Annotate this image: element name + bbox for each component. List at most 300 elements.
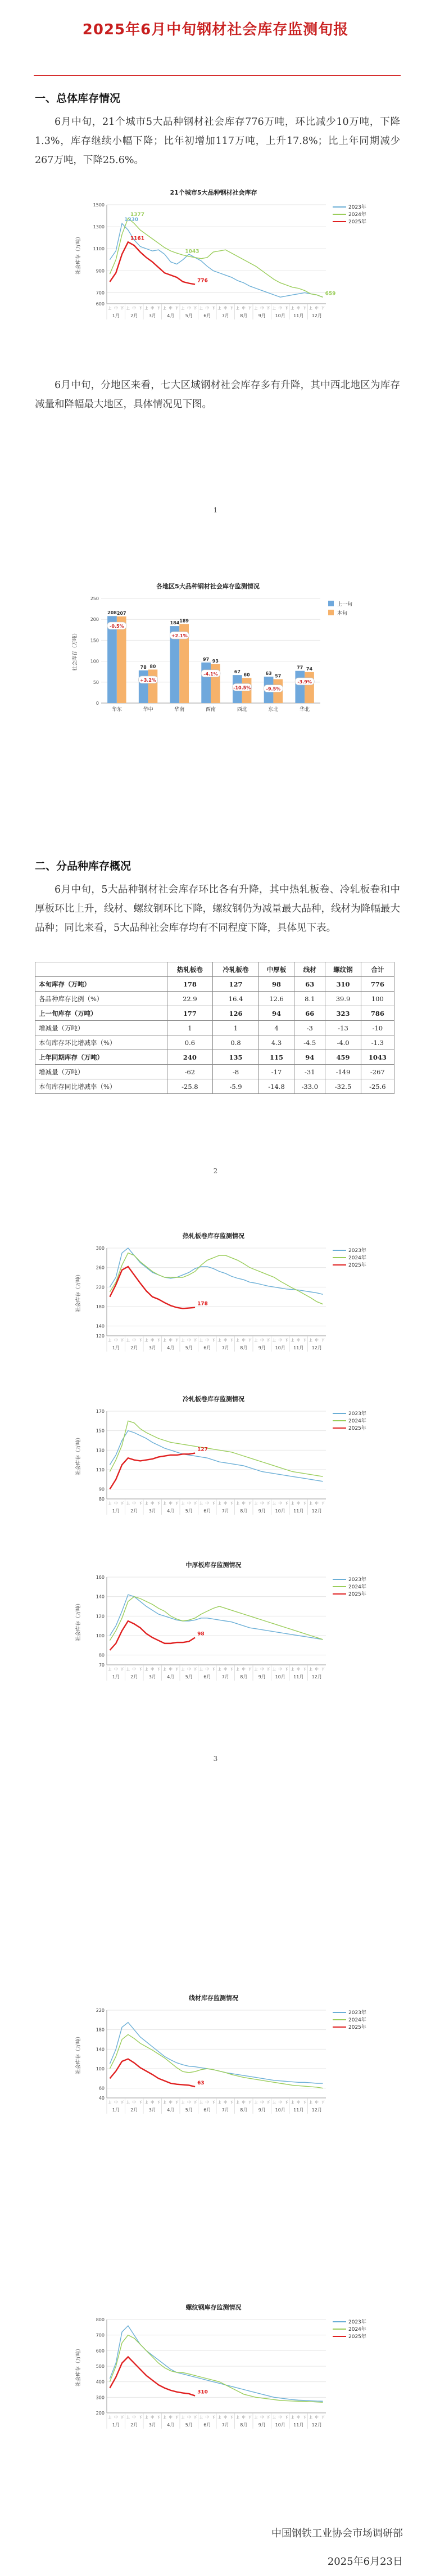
- section1-para2: 6月中旬，分地区来看，七大区域钢材社会库存多有升降，其中西北地区为库存减量和降幅最大地区，具体情况见下图。: [35, 380, 400, 410]
- series-line-2025年: [110, 2059, 195, 2087]
- x-sub-tick: 中: [278, 2416, 282, 2420]
- data-label: 1330: [124, 217, 139, 223]
- legend-label: 2023年: [348, 1411, 366, 1417]
- x-sub-tick: 下: [138, 307, 142, 310]
- x-sub-tick: 上: [126, 2416, 130, 2420]
- x-sub-tick: 下: [248, 1668, 252, 1672]
- page-title: 2025年6月中旬钢材社会库存监测旬报: [82, 21, 349, 38]
- table-cell: 1: [167, 1021, 213, 1035]
- x-tick-label: 10月: [275, 1345, 285, 1350]
- series-line-2024年: [110, 2034, 323, 2088]
- bar-prev: [295, 671, 305, 703]
- x-sub-tick: 上: [126, 1668, 130, 1672]
- x-sub-tick: 下: [321, 2416, 325, 2420]
- legend-label: 2025年: [348, 1592, 366, 1597]
- x-sub-tick: 下: [321, 1668, 325, 1672]
- x-sub-tick: 上: [181, 307, 185, 310]
- y-tick-label: 1300: [93, 224, 105, 230]
- x-sub-tick: 上: [291, 1339, 294, 1343]
- x-sub-tick: 上: [199, 1339, 203, 1343]
- x-sub-tick: 中: [242, 1668, 246, 1672]
- x-sub-tick: 中: [260, 2101, 264, 2105]
- x-sub-tick: 中: [132, 307, 136, 310]
- x-sub-tick: 下: [284, 2101, 288, 2105]
- x-sub-tick: 下: [138, 1668, 142, 1672]
- x-sub-tick: 下: [303, 307, 307, 310]
- x-tick-label: 12月: [311, 1508, 322, 1514]
- chart-title: 中厚板库存监测情况: [185, 1561, 242, 1569]
- bar-value-label: 184: [170, 620, 180, 626]
- y-tick-label: 120: [96, 1614, 105, 1619]
- row-label: 各品种库存比例（%）: [35, 992, 167, 1006]
- x-sub-tick: 上: [126, 2101, 130, 2105]
- x-sub-tick: 中: [151, 1502, 155, 1506]
- x-tick-label: 5月: [185, 313, 193, 318]
- data-label: 776: [197, 278, 208, 284]
- y-tick-label: 300: [96, 2395, 105, 2401]
- data-label: 127: [197, 1447, 208, 1453]
- x-sub-tick: 上: [235, 307, 239, 310]
- x-sub-tick: 下: [248, 1502, 252, 1506]
- x-tick-label: 5月: [185, 1345, 193, 1350]
- y-tick-label: 0: [96, 701, 99, 706]
- x-sub-tick: 上: [308, 1339, 312, 1343]
- x-tick-label: 4月: [167, 1508, 175, 1514]
- y-tick-label: 140: [96, 2047, 105, 2052]
- table-cell: 16.4: [213, 992, 259, 1006]
- x-sub-tick: 中: [297, 1339, 301, 1343]
- x-sub-tick: 下: [321, 2101, 325, 2105]
- x-sub-tick: 下: [120, 1502, 124, 1506]
- legend-label: 2023年: [348, 2010, 366, 2016]
- legend-label: 2024年: [348, 1255, 366, 1261]
- x-sub-tick: 上: [272, 1502, 276, 1506]
- x-sub-tick: 下: [211, 2416, 215, 2420]
- x-sub-tick: 上: [162, 307, 166, 310]
- table-cell: -10: [361, 1021, 394, 1035]
- x-sub-tick: 中: [205, 307, 209, 310]
- row-label: 本旬库存环比增减率（%）: [35, 1035, 167, 1050]
- legend-label: 2025年: [348, 2334, 366, 2340]
- x-tick-label: 华东: [111, 707, 122, 713]
- x-sub-tick: 下: [230, 2416, 234, 2420]
- x-sub-tick: 下: [175, 2416, 179, 2420]
- legend-label: 2023年: [348, 1577, 366, 1583]
- bar-value-label: 63: [265, 671, 272, 677]
- series-line-2023年: [110, 1431, 323, 1481]
- series-line-2025年: [110, 2357, 195, 2395]
- x-sub-tick: 中: [297, 1668, 301, 1672]
- regional-inventory-chart: [67, 579, 371, 720]
- x-sub-tick: 上: [272, 1339, 276, 1343]
- x-tick-label: 华南: [174, 707, 185, 713]
- x-sub-tick: 中: [205, 1668, 209, 1672]
- x-sub-tick: 中: [169, 307, 173, 310]
- x-tick-label: 5月: [185, 1508, 193, 1514]
- x-tick-label: 7月: [221, 2107, 229, 2113]
- x-sub-tick: 上: [162, 1668, 166, 1672]
- x-sub-tick: 上: [272, 1668, 276, 1672]
- y-tick-label: 120: [96, 1334, 105, 1339]
- series-line-2023年: [110, 223, 323, 297]
- x-sub-tick: 中: [205, 2416, 209, 2420]
- table-cell: 240: [167, 1050, 213, 1065]
- x-tick-label: 12月: [311, 2107, 322, 2113]
- x-sub-tick: 下: [284, 2416, 288, 2420]
- bar-value-label: 97: [203, 656, 210, 662]
- x-sub-tick: 中: [315, 2101, 319, 2105]
- table-cell: 0.6: [167, 1035, 213, 1050]
- x-sub-tick: 上: [108, 2101, 112, 2105]
- x-tick-label: 10月: [275, 313, 285, 318]
- x-sub-tick: 中: [187, 2416, 191, 2420]
- x-tick-label: 8月: [240, 2107, 248, 2113]
- x-tick-label: 12月: [311, 1674, 322, 1679]
- x-sub-tick: 下: [193, 307, 197, 310]
- x-sub-tick: 下: [157, 307, 161, 310]
- table-cell: -25.6: [361, 1079, 394, 1094]
- x-sub-tick: 下: [157, 1502, 161, 1506]
- table-cell: -13: [325, 1021, 361, 1035]
- x-tick-label: 7月: [221, 1674, 229, 1679]
- x-sub-tick: 中: [224, 307, 228, 310]
- x-tick-label: 9月: [258, 1345, 266, 1350]
- y-tick-label: 100: [96, 2066, 105, 2071]
- row-label: 上一旬库存（万吨）: [35, 1006, 167, 1021]
- x-tick-label: 西北: [237, 707, 247, 713]
- x-tick-label: 6月: [203, 313, 211, 318]
- x-sub-tick: 中: [114, 1502, 118, 1506]
- x-tick-label: 9月: [258, 313, 266, 318]
- x-sub-tick: 下: [230, 1339, 234, 1343]
- x-sub-tick: 上: [235, 2416, 239, 2420]
- table-cell: 310: [325, 977, 361, 992]
- bar-cur: [148, 669, 158, 703]
- y-tick-label: 140: [96, 1594, 105, 1600]
- x-sub-tick: 下: [157, 2101, 161, 2105]
- table-cell: 127: [213, 977, 259, 992]
- page-number-2: 2: [213, 1167, 218, 1175]
- x-tick-label: 10月: [275, 1674, 285, 1679]
- bar-cur: [305, 672, 314, 703]
- x-sub-tick: 下: [193, 2416, 197, 2420]
- y-tick-label: 160: [96, 1575, 105, 1580]
- x-sub-tick: 中: [297, 1502, 301, 1506]
- x-sub-tick: 下: [303, 1668, 307, 1672]
- series-line-2025年: [110, 242, 195, 284]
- change-label: +3.2%: [140, 677, 157, 683]
- x-sub-tick: 下: [211, 1668, 215, 1672]
- table-cell: -33.0: [294, 1079, 325, 1094]
- x-tick-label: 3月: [148, 1508, 156, 1514]
- legend-label: 2024年: [348, 1584, 366, 1590]
- x-sub-tick: 上: [308, 2101, 312, 2105]
- table-cell: 94: [258, 1006, 294, 1021]
- bar-prev: [201, 663, 211, 703]
- x-sub-tick: 下: [157, 1339, 161, 1343]
- x-sub-tick: 下: [120, 1339, 124, 1343]
- table-cell: -17: [258, 1065, 294, 1079]
- x-sub-tick: 上: [144, 1668, 148, 1672]
- x-sub-tick: 上: [291, 1502, 294, 1506]
- data-label: 178: [197, 1301, 208, 1307]
- chart-title: 热轧板卷库存监测情况: [183, 1232, 244, 1240]
- legend-swatch: [328, 610, 334, 615]
- table-cell: -25.8: [167, 1079, 213, 1094]
- x-sub-tick: 中: [169, 1339, 173, 1343]
- x-sub-tick: 下: [248, 1339, 252, 1343]
- series-line-2024年: [110, 1253, 323, 1304]
- legend-label: 2025年: [348, 219, 366, 225]
- series-line-2023年: [110, 1595, 323, 1640]
- x-sub-tick: 上: [308, 1502, 312, 1506]
- x-sub-tick: 下: [284, 307, 288, 310]
- x-sub-tick: 中: [315, 1339, 319, 1343]
- x-sub-tick: 上: [162, 1502, 166, 1506]
- x-sub-tick: 上: [217, 1502, 221, 1506]
- x-sub-tick: 下: [266, 1502, 270, 1506]
- series-line-2024年: [110, 2335, 323, 2403]
- x-sub-tick: 中: [242, 1502, 246, 1506]
- change-label: -0.5%: [110, 623, 124, 629]
- x-tick-label: 4月: [167, 2422, 175, 2428]
- x-sub-tick: 上: [199, 307, 203, 310]
- table-cell: -1.3: [361, 1035, 394, 1050]
- y-tick-label: 100: [90, 659, 99, 664]
- legend-label: 2024年: [348, 212, 366, 218]
- x-sub-tick: 中: [187, 307, 191, 310]
- legend-label: 2024年: [348, 2017, 366, 2023]
- x-sub-tick: 中: [151, 1668, 155, 1672]
- x-tick-label: 7月: [221, 1508, 229, 1514]
- x-sub-tick: 下: [266, 2416, 270, 2420]
- wire-rod-chart: [67, 1991, 382, 2120]
- chart-title: 螺纹钢库存监测情况: [185, 2304, 242, 2311]
- x-sub-tick: 中: [260, 307, 264, 310]
- x-sub-tick: 中: [187, 1668, 191, 1672]
- x-sub-tick: 中: [169, 1502, 173, 1506]
- total-inventory-chart: [67, 186, 382, 326]
- x-tick-label: 5月: [185, 1674, 193, 1679]
- x-sub-tick: 中: [205, 1502, 209, 1506]
- y-tick-label: 110: [96, 1467, 105, 1472]
- x-sub-tick: 下: [248, 2416, 252, 2420]
- table-cell: 98: [258, 977, 294, 992]
- x-tick-label: 11月: [293, 313, 304, 318]
- bar-value-label: 207: [116, 610, 126, 616]
- row-label: 增减量（万吨）: [35, 1021, 167, 1035]
- y-tick-label: 1500: [93, 202, 105, 208]
- table-cell: 66: [294, 1006, 325, 1021]
- y-tick-label: 80: [98, 1652, 105, 1658]
- x-sub-tick: 中: [132, 2416, 136, 2420]
- x-tick-label: 6月: [203, 1345, 211, 1350]
- table-row: [35, 977, 394, 992]
- legend-label: 2024年: [348, 1418, 366, 1424]
- x-sub-tick: 下: [266, 1339, 270, 1343]
- x-tick-label: 3月: [148, 1345, 156, 1350]
- x-sub-tick: 上: [199, 2101, 203, 2105]
- change-label: +2.1%: [171, 633, 188, 639]
- x-sub-tick: 下: [230, 1668, 234, 1672]
- x-tick-label: 2月: [130, 313, 138, 318]
- chart-title: 线材库存监测情况: [189, 1994, 238, 2002]
- x-sub-tick: 中: [260, 2416, 264, 2420]
- x-sub-tick: 中: [242, 2101, 246, 2105]
- change-label: -3.9%: [297, 679, 312, 684]
- x-tick-label: 3月: [148, 2422, 156, 2428]
- x-sub-tick: 上: [254, 2101, 258, 2105]
- x-sub-tick: 上: [126, 1502, 130, 1506]
- x-sub-tick: 中: [315, 1668, 319, 1672]
- x-tick-label: 4月: [167, 1674, 175, 1679]
- x-sub-tick: 中: [297, 2416, 301, 2420]
- x-tick-label: 10月: [275, 1508, 285, 1514]
- legend-label: 2023年: [348, 2320, 366, 2325]
- x-sub-tick: 中: [297, 2101, 301, 2105]
- x-tick-label: 6月: [203, 2422, 211, 2428]
- x-sub-tick: 下: [321, 1502, 325, 1506]
- y-tick-label: 100: [96, 1633, 105, 1638]
- y-tick-label: 70: [98, 1663, 105, 1668]
- x-sub-tick: 下: [321, 1339, 325, 1343]
- x-sub-tick: 中: [187, 2101, 191, 2105]
- x-sub-tick: 下: [230, 1502, 234, 1506]
- table-header-cell: 热轧板卷: [167, 962, 213, 977]
- table-cell: 63: [294, 977, 325, 992]
- x-sub-tick: 上: [308, 2416, 312, 2420]
- table-cell: 22.9: [167, 992, 213, 1006]
- section2-heading: 二、分品种库存概况: [35, 860, 131, 872]
- change-label: -9.5%: [266, 686, 281, 692]
- data-label: 659: [325, 291, 336, 297]
- x-sub-tick: 上: [291, 2101, 294, 2105]
- table-cell: -267: [361, 1065, 394, 1079]
- x-sub-tick: 下: [157, 1668, 161, 1672]
- y-tick-label: 130: [96, 1448, 105, 1453]
- table-row: [35, 1079, 394, 1094]
- y-tick-label: 60: [98, 2086, 105, 2091]
- x-sub-tick: 中: [260, 1668, 264, 1672]
- chart-title: 各地区5大品种钢材社会库存监测情况: [156, 583, 260, 590]
- x-sub-tick: 中: [151, 2416, 155, 2420]
- x-tick-label: 9月: [258, 1508, 266, 1514]
- x-sub-tick: 中: [187, 1502, 191, 1506]
- series-line-2024年: [110, 218, 323, 297]
- row-label: 本旬库存同比增减率（%）: [35, 1079, 167, 1094]
- x-sub-tick: 中: [169, 2101, 173, 2105]
- y-tick-label: 300: [96, 1246, 105, 1251]
- x-tick-label: 8月: [240, 313, 248, 318]
- x-tick-label: 华北: [300, 707, 310, 713]
- x-sub-tick: 中: [132, 1502, 136, 1506]
- x-sub-tick: 上: [272, 2101, 276, 2105]
- x-tick-label: 4月: [167, 1345, 175, 1350]
- y-tick-label: 900: [96, 268, 105, 274]
- bar-value-label: 67: [234, 669, 241, 675]
- x-tick-label: 东北: [268, 707, 279, 713]
- table-header-cell: 线材: [294, 962, 325, 977]
- table-cell: -31: [294, 1065, 325, 1079]
- table-cell: 135: [213, 1050, 259, 1065]
- data-label: 98: [197, 1631, 205, 1637]
- x-sub-tick: 下: [303, 2416, 307, 2420]
- x-sub-tick: 下: [175, 1668, 179, 1672]
- bar-value-label: 78: [140, 664, 147, 670]
- x-tick-label: 6月: [203, 2107, 211, 2113]
- chart-title: 21个城市5大品种钢材社会库存: [170, 189, 257, 196]
- x-sub-tick: 上: [162, 2101, 166, 2105]
- table-row: [35, 1021, 394, 1035]
- x-sub-tick: 下: [157, 2416, 161, 2420]
- y-tick-label: 90: [98, 1487, 105, 1492]
- x-tick-label: 3月: [148, 2107, 156, 2113]
- x-tick-label: 9月: [258, 2422, 266, 2428]
- x-sub-tick: 下: [193, 2101, 197, 2105]
- x-tick-label: 12月: [311, 2422, 322, 2428]
- cold-rolled-chart: [67, 1392, 382, 1521]
- x-tick-label: 7月: [221, 313, 229, 318]
- table-cell: 776: [361, 977, 394, 992]
- y-tick-label: 260: [96, 1265, 105, 1271]
- x-sub-tick: 上: [108, 1339, 112, 1343]
- table-header-cell: 合计: [361, 962, 394, 977]
- x-sub-tick: 下: [211, 1339, 215, 1343]
- x-sub-tick: 中: [242, 2416, 246, 2420]
- x-sub-tick: 上: [291, 1668, 294, 1672]
- x-tick-label: 12月: [311, 1345, 322, 1350]
- table-row: [35, 1035, 394, 1050]
- x-sub-tick: 下: [211, 307, 215, 310]
- hot-rolled-chart: [67, 1229, 382, 1358]
- x-sub-tick: 中: [315, 307, 319, 310]
- x-tick-label: 8月: [240, 1508, 248, 1514]
- x-tick-label: 7月: [221, 1345, 229, 1350]
- x-sub-tick: 下: [138, 2101, 142, 2105]
- x-sub-tick: 中: [224, 2416, 228, 2420]
- x-sub-tick: 上: [235, 2101, 239, 2105]
- table-cell: 100: [361, 992, 394, 1006]
- x-tick-label: 5月: [185, 2422, 193, 2428]
- x-tick-label: 11月: [293, 2422, 304, 2428]
- x-sub-tick: 中: [132, 2101, 136, 2105]
- bar-value-label: 189: [179, 618, 189, 624]
- y-axis-label: 社会库存（万吨）: [76, 1600, 81, 1642]
- x-sub-tick: 下: [138, 1502, 142, 1506]
- x-sub-tick: 上: [181, 1339, 185, 1343]
- x-sub-tick: 上: [235, 1339, 239, 1343]
- table-cell: 786: [361, 1006, 394, 1021]
- x-sub-tick: 中: [132, 1339, 136, 1343]
- x-sub-tick: 下: [193, 1668, 197, 1672]
- x-sub-tick: 中: [151, 2101, 155, 2105]
- x-sub-tick: 中: [297, 307, 301, 310]
- x-sub-tick: 下: [230, 2101, 234, 2105]
- table-cell: 177: [167, 1006, 213, 1021]
- x-sub-tick: 下: [284, 1502, 288, 1506]
- legend-label: 2023年: [348, 1248, 366, 1254]
- data-label: 1161: [130, 236, 144, 242]
- x-tick-label: 11月: [293, 1508, 304, 1514]
- x-tick-label: 11月: [293, 1345, 304, 1350]
- x-tick-label: 2月: [130, 1674, 138, 1679]
- medium-plate-chart: [67, 1558, 382, 1687]
- x-sub-tick: 上: [254, 1668, 258, 1672]
- data-label: 1377: [130, 212, 144, 218]
- x-sub-tick: 中: [278, 1668, 282, 1672]
- table-cell: 4: [258, 1021, 294, 1035]
- x-sub-tick: 下: [193, 1502, 197, 1506]
